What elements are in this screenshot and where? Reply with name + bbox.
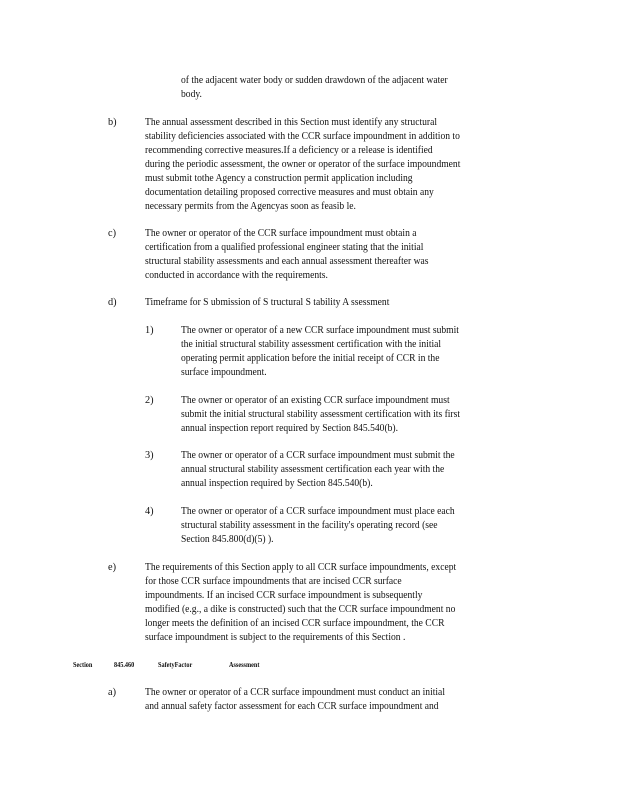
subitem-label: 3) [145,450,154,461]
text-line: The owner or operator of an existing CCR surface impoundment must [181,395,450,406]
subheading: Timeframe for S ubmission of S tructural S tability A ssessment [145,297,390,308]
text-line: surface impoundment. [181,367,267,378]
paragraph-label: c) [108,228,116,239]
text-line: The owner or operator of a CCR surface impoundment must place each [181,506,455,517]
text-line: surface impoundment is subject to the requirements of this Section . [145,632,406,643]
text-line: for those CCR surface impoundments that are incised CCR surface [145,576,402,587]
text-line: submit the initial structural stability assessment certification with its first [181,409,460,420]
subitem-label: 1) [145,325,154,336]
section-label: Section [73,660,93,669]
text-line: structural stability assessment in the facility's operating record (see [181,520,438,531]
text-line: annual structural stability assessment certification each year with the [181,464,445,475]
text-line: longer meets the definition of an incised CCR surface impoundment, the CCR [145,618,445,629]
text-line: The owner or operator of the CCR surface impoundment must obtain a [145,228,417,239]
text-line: recommending corrective measures.If a deficiency or a release is identified [145,145,433,156]
section-subtitle: Assessment [229,660,260,669]
text-line: operating permit application before the initial receipt of CCR in the [181,353,440,364]
paragraph-label: b) [108,117,117,128]
paragraph-label: e) [108,562,116,573]
text-line: The requirements of this Section apply to all CCR surface impoundments, except [145,562,457,573]
text-line: The owner or operator of a CCR surface impoundment must conduct an initial [145,687,445,698]
text-line: and annual safety factor assessment for each CCR surface impoundment and [145,701,439,712]
text-line: of the adjacent water body or sudden drawdown of the adjacent water [181,75,448,86]
text-line: annual inspection required by Section 845.540(b). [181,478,373,489]
text-line: modified (e.g., a dike is constructed) such that the CCR surface impoundment no [145,604,456,615]
text-line: annual inspection report required by Section 845.540(b). [181,423,399,434]
text-line: during the periodic assessment, the owner or operator of the surface impoundment [145,159,461,170]
text-line: structural stability assessments and each annual assessment thereafter was [145,256,429,267]
text-line: certification from a qualified professional engineer stating that the initial [145,242,424,253]
paragraph-label: d) [108,297,117,308]
subitem-label: 2) [145,395,154,406]
text-line: must submit tothe Agency a construction permit application including [145,173,413,184]
text-line: documentation detailing proposed corrective measures and must obtain any [145,187,434,198]
text-line: necessary permits from the Agencyas soon as feasib le. [145,201,356,212]
text-line: the initial structural stability assessment certification with the initial [181,339,442,350]
subitem-label: 4) [145,506,154,517]
text-line: The owner or operator of a new CCR surface impoundment must submit [181,325,459,336]
section-number: 845.460 [114,660,135,669]
text-line: impoundments. If an incised CCR surface impoundment is subsequently [145,590,423,601]
text-line: Section 845.800(d)(5) ). [181,534,274,545]
text-line: conducted in accordance with the requirements. [145,270,328,281]
section-title: SafetyFactor [158,660,193,669]
text-line: The annual assessment described in this Section must identify any structural [145,117,438,128]
text-line: stability deficiencies associated with the CCR surface impoundment in addition to [145,131,460,142]
text-line: The owner or operator of a CCR surface impoundment must submit the [181,450,455,461]
text-line: body. [181,89,202,100]
paragraph-label: a) [108,687,116,698]
